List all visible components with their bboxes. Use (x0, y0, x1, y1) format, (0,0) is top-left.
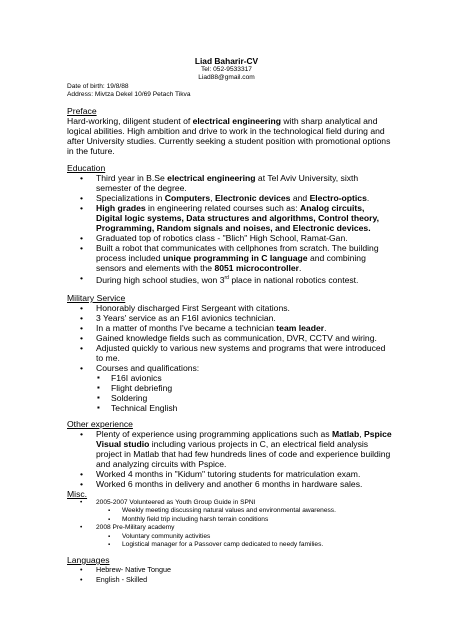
preface-section (67, 106, 392, 156)
list-item: • 2005-2007 Volunteered as Youth Group Guide in SPNI (67, 499, 392, 507)
list-item: • Courses and qualifications: (67, 363, 392, 373)
other-experience-heading: Other experience (67, 419, 133, 429)
list-subitem: ▪ Weekly meeting discussing natural values and environmental awareness. (67, 507, 392, 515)
other-experience-section (67, 419, 392, 489)
list-subitem: ▪ F16I avionics (67, 373, 392, 383)
misc-section (67, 489, 392, 549)
military-list (67, 303, 392, 413)
cv-title: Liad Baharir-CV (194, 56, 259, 66)
list-item: • Third year in B.Se electrical engineering at Tel Aviv University, sixth semester of the degree. (67, 173, 392, 193)
list-subitem: ▪ Flight debriefing (67, 383, 392, 393)
cv-header (0, 56, 453, 82)
list-item: • High grades in engineering related courses such as: Analog circuits, Digital logic systems, Data structures and algorithms, Control theory, Programming, Random signals and noises, and Electronic devices. (67, 203, 392, 233)
list-item: • During high school studies, won 3rd place in national robotics contest. (67, 273, 392, 285)
list-item: • Graduated top of robotics class - "Blich" High School, Ramat-Gan. (67, 233, 392, 243)
list-item: • 3 Years' service as an F16I avionics technician. (67, 313, 392, 323)
date-of-birth: Date of birth: 19/8/88 (67, 83, 129, 90)
list-item: • Honorably discharged First Sergeant with citations. (67, 303, 392, 313)
education-section (67, 163, 392, 285)
education-heading: Education (67, 163, 106, 173)
languages-section (67, 555, 392, 585)
education-list (67, 173, 392, 285)
military-section (67, 293, 392, 413)
list-subitem: ▪ Soldering (67, 393, 392, 403)
home-address: Address: Mivtza Dekel 10/69 Petach Tikva (67, 91, 191, 99)
misc-list (67, 499, 392, 549)
list-item: • Hebrew- Native Tongue (67, 565, 392, 575)
phone-number: Tel: 052-9533317 (201, 66, 252, 73)
list-item: • Built a robot that communicates with cellphones from scratch. The building process included unique programming in C language and combining sensors and elements with the 8051 microcontroller. (67, 243, 392, 273)
list-item: • Worked 4 months in "Kidum" tutoring students for matriculation exam. (67, 469, 392, 479)
list-item: • Worked 6 months in delivery and another 6 months in hardware sales. (67, 479, 392, 489)
list-subitem: ▪ Logistical manager for a Passover camp dedicated to needy families. (67, 541, 392, 549)
list-subitem: ▪ Technical English (67, 403, 392, 413)
list-item: • 2008 Pre-Military academy (67, 524, 392, 532)
other-experience-list (67, 429, 392, 489)
personal-details (67, 83, 191, 99)
list-subitem: ▪ Monthly field trip including harsh terrain conditions (67, 516, 392, 524)
languages-heading: Languages (67, 555, 110, 565)
preface-text: Hard-working, diligent student of electrical engineering with sharp analytical and logical abilities. High ambition and drive to work in the technological field during and after University studies. Currently seeking a student position with promotional options in the future. (67, 116, 391, 156)
list-item: • Adjusted quickly to various new systems and programs that were introduced to me. (67, 343, 392, 363)
military-heading: Military Service (67, 293, 126, 303)
list-item: • Gained knowledge fields such as communication, DVR, CCTV and wiring. (67, 333, 392, 343)
email-address: Liad88@gmail.com (198, 74, 255, 82)
preface-heading: Preface (67, 106, 97, 116)
list-item: • In a matter of months I've became a technician team leader. (67, 323, 392, 333)
list-subitem: ▪ Voluntary community activities (67, 533, 392, 541)
list-item: • Plenty of experience using programming applications such as Matlab, Pspice Visual studio including various projects in C, an electrical field analysis project in Matlab that had few hundreds lines of code and experience building and analyzing circuits with Pspice. (67, 429, 392, 469)
list-item: • Specializations in Computers, Electronic devices and Electro-optics. (67, 193, 392, 203)
misc-heading: Misc. (67, 489, 88, 499)
list-item: • English - Skilled (67, 575, 392, 585)
languages-list (67, 565, 392, 585)
